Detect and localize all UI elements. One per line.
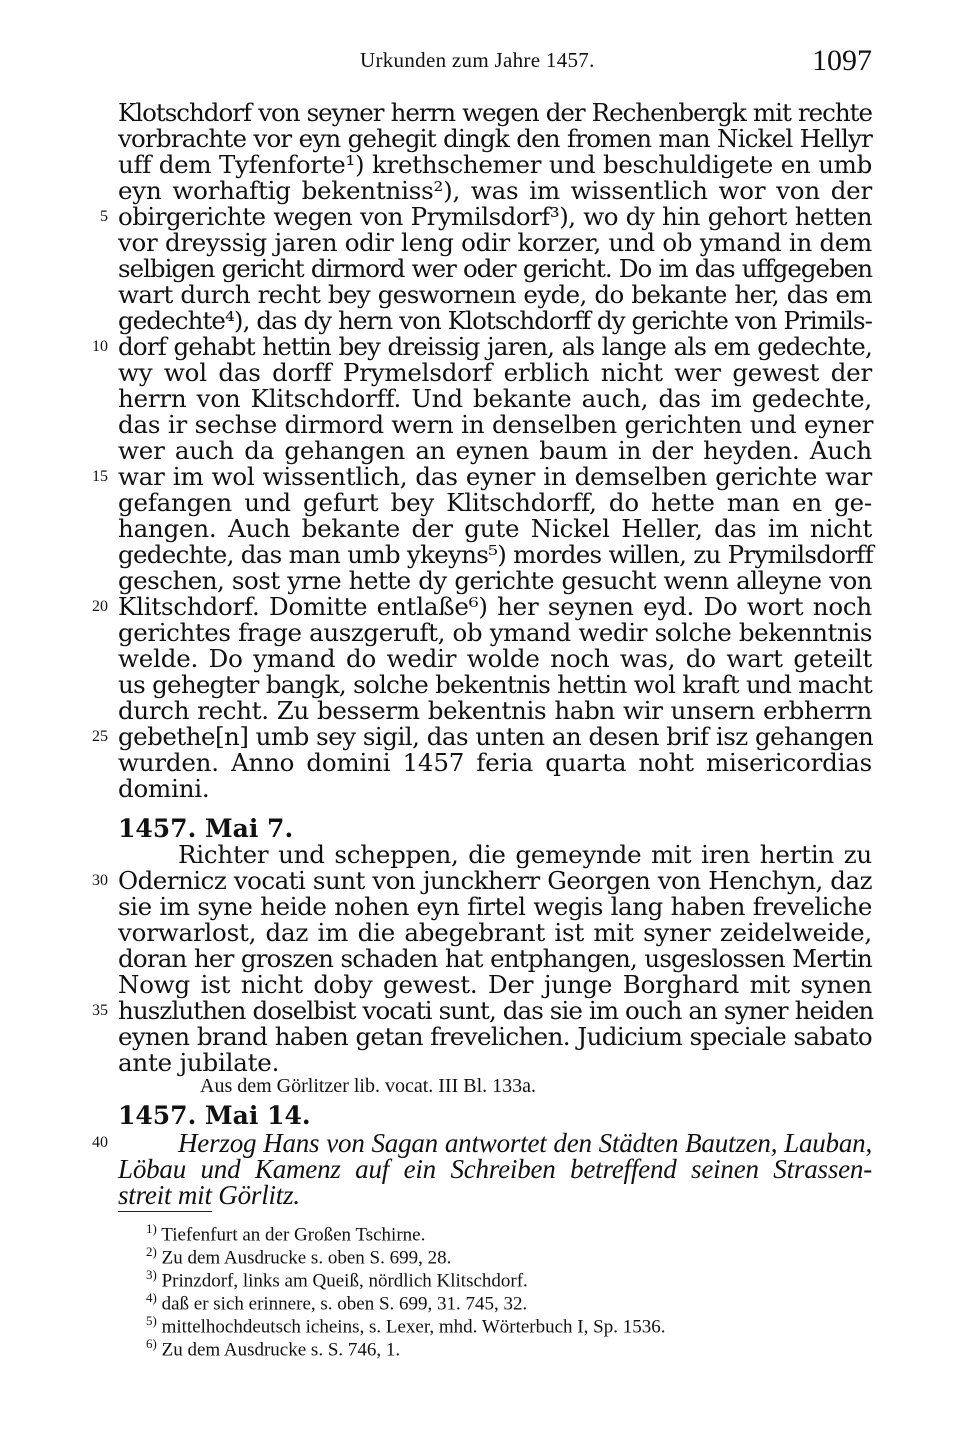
text-line: gedechte, das man umb ykeyns⁵) mordes willen, zu Prymilsdorff (118, 540, 874, 569)
text-line: vorbrachte vor eyn gehegit dingk den fromen man Nickel Hellyr (118, 124, 872, 153)
regest-line: Löbau und Kamenz auf ein Schreiben betreffend seinen Strassen- (118, 1154, 872, 1184)
line-number: 30 (92, 872, 108, 889)
text-line: wart durch recht bey gesworneın eyde, do bekante her, das em (118, 280, 872, 309)
text-line: wer auch da gehangen an eynen baum in der heyden. Auch (118, 436, 872, 465)
text-line: domini. (118, 774, 210, 803)
text-line: geschen, sost yrne hette dy gerichte gesucht wenn alleyne von (118, 566, 872, 595)
text-line: Nowg ist nicht doby gewest. Der junge Borghard mit synen (118, 970, 872, 999)
text-line: durch recht. Zu besserm bekentnis habn wir unsern erbherrn (118, 696, 872, 725)
source-note: Aus dem Görlitzer lib. vocat. III Bl. 133a. (200, 1075, 537, 1097)
text-line: eyn worhaftig bekentniss²), was im wissentlich wor von der (118, 176, 872, 205)
footnote-mark: 6) (146, 1336, 157, 1351)
line-number: 10 (92, 338, 108, 355)
footnote-mark: 2) (146, 1244, 157, 1259)
text-line: Klotschdorf von seyner herrn wegen der Rechenbergk mit rechte (118, 98, 872, 127)
page-number: 1097 (812, 44, 872, 77)
regest-line: Herzog Hans von Sagan antwortet den Städten Bautzen, Lauban, (178, 1128, 872, 1158)
line-number: 20 (92, 598, 108, 615)
entry-date: 1457. Mai 14. (118, 1101, 311, 1130)
text-line: huszluthen doselbist vocati sunt, das sie im ouch an syner heiden (118, 996, 874, 1025)
footnote-text: Zu dem Ausdrucke s. S. 746, 1. (161, 1339, 401, 1361)
footnote-text: Tiefenfurt an der Großen Tschirne. (161, 1224, 426, 1246)
text-line: uff dem Tyfenforte¹) krethschemer und beschuldigete en umb (118, 150, 872, 179)
text-line: obirgerichte wegen von Prymilsdorf³), wo dy hin gehort hetten (118, 202, 872, 231)
text-line: hangen. Auch bekante der gute Nickel Heller, das im nicht (118, 514, 872, 543)
text-line: das ir sechse dirmord wern in denselben gerichten und eyner (118, 410, 874, 439)
text-line: gebethe[n] umb sey sigil, das unten an desen brif isz gehangen (118, 722, 874, 751)
text-line: doran her groszen schaden hat entphangen, usgeslossen Mertin (118, 944, 872, 973)
footnote-rule (118, 1211, 212, 1212)
text-line: us gehegter bangk, solche bekentnis hettin wol kraft und macht (118, 670, 872, 699)
text-line: Klitschdorf. Domitte entlaße⁶) her seynen eyd. Do wort noch (118, 592, 872, 621)
text-line: dorf gehabt hettin bey dreissig jaren, als lange als em gedechte, (118, 332, 872, 361)
text-line: vor dreyssig jaren odir leng odir korzer, und ob ymand in dem (118, 228, 872, 257)
text-line: gedechte⁴), das dy hern von Klotschdorff dy gerichte von Primils- (118, 306, 872, 335)
regest-line: streit mit Görlitz. (118, 1180, 300, 1210)
running-header (0, 44, 960, 80)
running-title: Urkunden zum Jahre 1457. (360, 48, 595, 72)
text-line: herrn von Klitschdorff. Und bekante auch, das im gedechte, (118, 384, 872, 413)
text-line: war im wol wissentlich, das eyner in demselben gerichte war (118, 462, 872, 491)
footnote-text: mittelhochdeutsch icheins, s. Lexer, mhd. Wörterbuch I, Sp. 1536. (161, 1316, 666, 1338)
footnote-mark: 3) (146, 1267, 157, 1282)
footnote-text: Prinzdorf, links am Queiß, nördlich Klitschdorf. (161, 1270, 528, 1292)
text-line: gerichtes frage auszgeruft, ob ymand wedir solche bekenntnis (118, 618, 872, 647)
footnote (146, 1333, 400, 1361)
line-number: 5 (100, 208, 108, 225)
text-line: gefangen und gefurt bey Klitschdorff, do hette man en ge- (118, 488, 872, 517)
footnote-text: daß er sich erinnere, s. oben S. 699, 31. 745, 32. (161, 1293, 528, 1315)
text-line: ante jubilate. (118, 1048, 280, 1077)
text-line: vorwarlost, daz im die abegebrant ist mit syner zeidelweide, (118, 918, 872, 947)
text-line: Richter und scheppen, die gemeynde mit iren hertin zu (178, 840, 872, 869)
text-line: wurden. Anno domini 1457 feria quarta noht misericordias (118, 748, 872, 777)
footnote-mark: 4) (146, 1290, 157, 1305)
text-line: sie im syne heide nohen eyn firtel wegis lang haben freveliche (118, 892, 872, 921)
footnote-text: Zu dem Ausdrucke s. oben S. 699, 28. (161, 1247, 452, 1269)
footnote-mark: 1) (146, 1221, 157, 1236)
text-line: wy wol das dorff Prymelsdorf erblich nicht wer gewest der (118, 358, 872, 387)
line-number: 25 (92, 728, 108, 745)
text-line: Odernicz vocati sunt von junckherr Georgen von Henchyn, daz (118, 866, 872, 895)
text-line: eynen brand haben getan frevelichen. Judicium speciale sabato (118, 1022, 872, 1051)
line-number: 15 (92, 468, 108, 485)
line-number: 35 (92, 1002, 108, 1019)
footnote-mark: 5) (146, 1313, 157, 1328)
text-line: selbigen gericht dirmord wer oder gericht. Do im das uffgegeben (118, 254, 872, 283)
text-line: welde. Do ymand do wedir wolde noch was, do wart geteilt (118, 644, 872, 673)
entry-date: 1457. Mai 7. (118, 814, 294, 843)
line-number: 40 (92, 1134, 108, 1151)
